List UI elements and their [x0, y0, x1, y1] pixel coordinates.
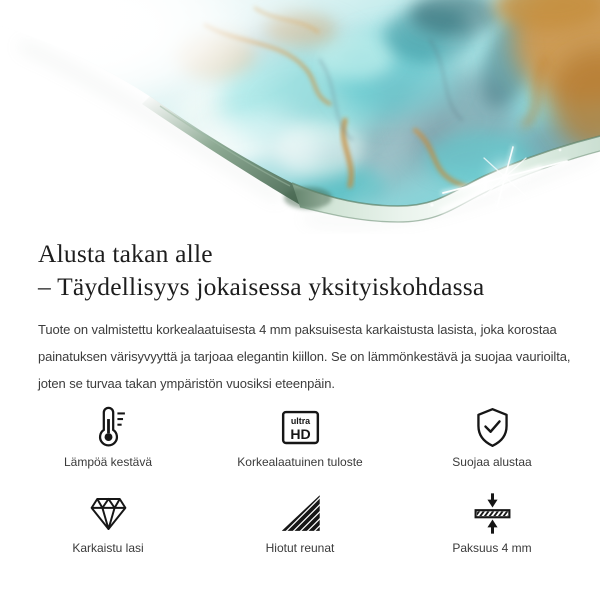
- feature-label: Suojaa alustaa: [452, 455, 532, 469]
- glass-panel-image: [0, 0, 600, 234]
- product-image: [0, 0, 600, 234]
- feature-label: Lämpöä kestävä: [63, 455, 153, 469]
- feature-label: Korkealaatuinen tuloste: [237, 455, 363, 469]
- feature-label: Karkaistu lasi: [72, 541, 144, 555]
- ultra-hd-icon: [278, 405, 323, 450]
- shield-check-icon: [470, 405, 515, 450]
- feature-thickness: [396, 491, 588, 555]
- svg-text:ultra: ultra: [290, 416, 310, 427]
- page-title: [38, 237, 600, 303]
- polished-edges-icon: [278, 491, 323, 536]
- svg-text:HD: HD: [289, 425, 311, 442]
- feature-label: Paksuus 4 mm: [452, 541, 532, 555]
- feature-print-quality: [204, 405, 396, 469]
- feature-polished-edges: [204, 491, 396, 555]
- product-description: Tuote on valmistettu korkealaatuisesta 4 mm paksuisesta karkaistusta lasista, joka korostaa painatuksen värisyvyyttä ja tarjoaa elegantin kiillon. Se on lämmönkestävä ja suojaa vaurioilta, joten se turvaa takan ympäristön vuosiksi eteenpäin.: [38, 322, 571, 391]
- feature-tempered-glass: [12, 491, 204, 555]
- title-line-1: Alusta takan alle: [38, 239, 213, 268]
- feature-label: Hiotut reunat: [265, 541, 335, 555]
- feature-grid: [12, 405, 600, 555]
- title-line-2: – Täydellisyys jokaisessa yksityiskohdassa: [38, 272, 485, 301]
- thickness-arrows-icon: [470, 491, 515, 536]
- diamond-icon: [86, 491, 131, 536]
- feature-surface-protection: [396, 405, 588, 469]
- thermometer-icon: [86, 405, 131, 450]
- feature-heat-resistant: [12, 405, 204, 469]
